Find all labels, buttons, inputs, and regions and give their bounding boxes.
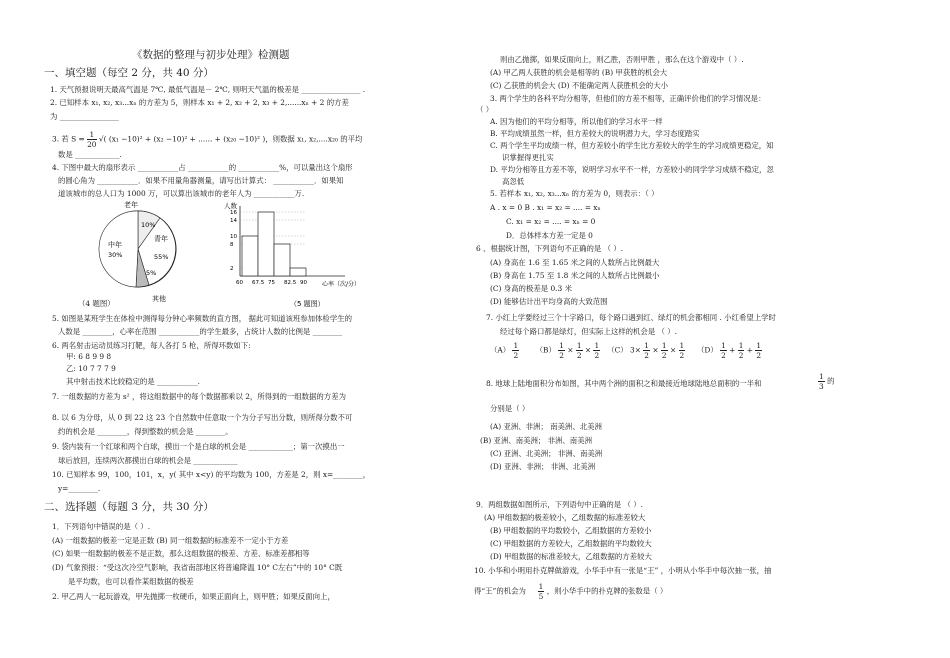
histogram-x-tick: 60 bbox=[236, 280, 243, 286]
choice-5-options-ab: A . x = 0 B . x₁ = x₂ = .... = xₙ bbox=[490, 203, 601, 212]
question-6-scores-yi: 乙: 10 7 7 7 9 bbox=[66, 364, 116, 373]
pie-pct-young: 55% bbox=[154, 253, 169, 261]
option-a-fraction bbox=[512, 341, 519, 360]
choice-6: 6 、根据统计图，下列语句不正确的是 （ ）. bbox=[476, 244, 624, 253]
question-2-line-1: 2. 已知样本 x₁, x₂, x₃...xₙ 的方差为 5，则样本 x₁ + 2, x₂ + 2, x₃ + 2,......xₙ + 2 的方差 bbox=[50, 98, 349, 107]
times-sign: × bbox=[567, 345, 574, 355]
choice-10-prefix: 得“王”的机会为 bbox=[474, 586, 526, 596]
fraction-denominator: 20 bbox=[87, 140, 97, 149]
denominator: 2 bbox=[756, 351, 762, 360]
choice-3-option-a: A. 因为他们的平均分相等，所以他们的学习水平一样 bbox=[490, 117, 663, 126]
pie-label-middle: 中年 bbox=[108, 241, 122, 249]
choice-8-fraction bbox=[818, 372, 834, 391]
choice-1-option-d-line-1: (D) 气象预报：“受这次冷空气影响，我省南部地区将普遍降温 10° C左右”中的 10° C既 bbox=[52, 563, 343, 572]
denominator: 2 bbox=[738, 351, 744, 360]
question-5-line-1: 5. 如图是某班学生在体检中测得每分钟心率频数的直方图， 据此可知道该班参加体检学生的 bbox=[52, 314, 352, 323]
choice-8-option-c: (C) 亚洲、北美洲； 非洲、南美洲 bbox=[490, 449, 603, 458]
question-6-line-1: 6. 两名射击运动员练习打靶，每人各打 5 枪，所得环数如下: bbox=[52, 341, 251, 350]
plus-sign: + bbox=[746, 345, 753, 355]
pie-label-old: 老年 bbox=[124, 201, 138, 209]
choice-7-options bbox=[490, 341, 762, 360]
option-c-fraction-1 bbox=[643, 341, 650, 360]
numerator: 1 bbox=[679, 341, 685, 350]
numerator: 1 bbox=[594, 341, 600, 350]
numerator: 1 bbox=[576, 341, 582, 350]
choice-9: 9．两组数据如图所示，下列语句中正确的是 （ ）. bbox=[476, 500, 643, 509]
histogram-y-tick: 2 bbox=[230, 266, 234, 272]
choice-1-option-c: (C) 如果一组数据的极差不是正数，那么这组数据的极差、方差、标准差都相等 bbox=[52, 549, 310, 558]
histogram-y-tick: 10 bbox=[230, 234, 237, 240]
choice-1-option-d-line-2: 是平均数，也可以看作某组数据的极差 bbox=[68, 577, 194, 586]
question-2-line-2: 为 ________________ bbox=[50, 112, 119, 121]
choice-5-option-d: D．总体样本方差一定是 0 bbox=[506, 231, 593, 240]
numerator: 1 bbox=[661, 341, 667, 350]
denominator: 2 bbox=[661, 351, 667, 360]
choice-8-option-d: (D) 亚洲、非洲； 非洲、北美洲 bbox=[490, 462, 596, 471]
question-3-line-1 bbox=[52, 130, 362, 149]
numerator: 1 bbox=[538, 582, 544, 591]
choice-7-line-2: 经过每个路口都是绿灯，但实际上这样的机会是 （ ）. bbox=[500, 327, 678, 336]
option-b-label: （B） bbox=[535, 345, 556, 355]
histogram-y-tick: 16 bbox=[230, 210, 237, 216]
question-6-scores-jia: 甲: 6 8 9 9 8 bbox=[66, 352, 112, 361]
pie-pct-middle: 30% bbox=[108, 251, 123, 259]
choice-8-tail: 的 bbox=[827, 376, 835, 386]
denominator: 2 bbox=[594, 351, 600, 360]
choice-10-suffix: ，则小华手中的扑克牌的张数是（ ） bbox=[546, 586, 668, 596]
choice-10-line-1: 10. 小华和小明用扑克牌做游戏，小华手中有一张是“王” ，小明从小华手中每次抽一张，抽 bbox=[474, 566, 772, 575]
choice-3-option-c-line-1: C. 两个学生平均成绩一样，但方差较小的学生比方差较大的学生的学习成绩更稳定，知 bbox=[490, 141, 774, 150]
histogram-x-tick: 67.5 bbox=[252, 280, 265, 286]
numerator: 1 bbox=[721, 341, 726, 350]
option-d-label: （D） bbox=[697, 345, 718, 355]
numerator: 1 bbox=[819, 372, 824, 381]
pie-pct-other: 5% bbox=[146, 269, 157, 277]
choice-8-option-a: (A) 亚洲、非洲； 南美洲、北美洲 bbox=[490, 422, 602, 431]
histogram-bar bbox=[290, 268, 306, 276]
numerator: 1 bbox=[644, 341, 649, 350]
question-3-prefix: 3. 若 S = bbox=[52, 134, 85, 144]
denominator: 5 bbox=[538, 592, 544, 601]
choice-2: 2. 甲乙两人一起玩游戏，甲先抛掷一枚硬币，如果正面向上，则甲胜；如果反面向上， bbox=[52, 592, 335, 601]
denominator: 2 bbox=[559, 351, 564, 360]
denominator: 2 bbox=[679, 351, 685, 360]
section-fill-in-title: 一、填空题（每空 2 分，共 40 分） bbox=[44, 67, 214, 79]
question-4-line-3: 道该城市的总人口为 1000 万，可以算出该城市的老年人为 ___________万. bbox=[58, 189, 305, 198]
histogram-x-tick: 90 bbox=[300, 280, 307, 286]
histogram-caption: （5 题图） bbox=[290, 300, 325, 308]
choice-8-option-b: (B) 亚洲、南美洲； 非洲、南美洲 bbox=[480, 436, 592, 445]
choice-2-options-cd: (C) 乙获胜的机会大 (D) 不能确定两人获胜机会的大小 bbox=[490, 81, 668, 90]
plus-sign: + bbox=[729, 345, 736, 355]
option-c-fraction-3 bbox=[679, 341, 686, 360]
choice-8-line-1: 8. 地球上陆地面积分布如图，其中两个洲的面积之和最接近地球陆地总面积的一半和 bbox=[486, 379, 762, 388]
choice-3-option-c-line-2: 识掌握得更扎实 bbox=[502, 153, 554, 162]
choice-1: 1．下列语句中错误的是（ ）. bbox=[52, 522, 151, 531]
question-8-line-2: 约的机会是 ________，得到整数的机会是 ________。 bbox=[58, 427, 233, 436]
heart-rate-histogram bbox=[210, 200, 380, 310]
option-d-fraction-3 bbox=[755, 341, 762, 360]
page-title: 《数据的整理与初步处理》检测题 bbox=[132, 49, 290, 61]
choice-2-continued: 则由乙抛掷，如果反面向上，则乙胜，否则甲胜 ，那么在这个游戏中（ ）. bbox=[500, 55, 744, 64]
histogram-y-tick: 8 bbox=[230, 242, 234, 248]
question-4-line-1: 4. 下图中最大的扇形表示 ___________占 ___________的 ___________%，可以量出这个扇形 bbox=[52, 163, 353, 172]
choice-6-option-d: (D) 能够估计出平均身高的大致范围 bbox=[490, 297, 608, 306]
histogram-x-label: 心率（次/分） bbox=[322, 281, 361, 288]
question-7: 7. 一组数据的方差为 s² ，将这组数据中的每个数据都乘以 2，所得到的一组数据的方差为 bbox=[52, 392, 346, 401]
times-sign: × bbox=[652, 345, 659, 355]
coefficient-3: 3 bbox=[630, 345, 635, 355]
histogram-x-tick: 75 bbox=[268, 280, 275, 286]
option-a-label: （A） bbox=[490, 345, 511, 355]
choice-1-options-ab: (A) 一组数据的极差一定是正数 (B) 同一组数据的标准差不一定小于方差 bbox=[52, 536, 289, 545]
choice-3-option-d-line-1: D. 平均分相等且方差不等，说明学习水平不一样，方差较小的同学学习成绩不稳定，忽 bbox=[490, 165, 774, 174]
pie-label-other: 其他 bbox=[152, 295, 166, 303]
choice-7-line-1: 7. 小红上学要经过三个十字路口，每个路口遇到红、绿灯的机会都相同 . 小红希望上学时 bbox=[486, 313, 776, 322]
question-3-expression: √( (x₁ −10)² + (x₂ −10)² + ...... + (x₂₀ −10)² )，则数据 x₁, x₂,....x₂₀ 的平均 bbox=[98, 134, 363, 144]
numerator: 1 bbox=[756, 341, 762, 350]
pie-label-young: 青年 bbox=[154, 235, 168, 243]
choice-3-paren: （ ） bbox=[476, 105, 494, 114]
figure-4-caption: （4 题图） bbox=[78, 299, 115, 308]
question-9-line-2: 球后放回，连续两次都摸出白球的机会是 ____________ bbox=[58, 456, 238, 465]
numerator: 1 bbox=[513, 341, 519, 350]
numerator: 1 bbox=[559, 341, 564, 350]
option-c-label: （C） bbox=[607, 345, 628, 355]
section-choice-title: 二、选择题（每题 3 分，共 30 分） bbox=[44, 501, 214, 513]
option-b-fraction-2 bbox=[576, 341, 583, 360]
choice-6-option-c: (C) 身高的极差是 0.3 米 bbox=[490, 284, 572, 293]
choice-6-option-b: (B) 身高在 1.75 至 1.8 米之间的人数所占比例最小 bbox=[490, 271, 660, 280]
option-c-fraction-2 bbox=[661, 341, 668, 360]
option-d-fraction-1 bbox=[720, 341, 727, 360]
question-1: 1. 天气预报说明天最高气温是 7℃, 最低气温是－ 2℃, 则明天气温的极差是 ________________ . bbox=[50, 85, 366, 94]
denominator: 2 bbox=[576, 351, 582, 360]
histogram-bar bbox=[242, 236, 258, 276]
choice-9-option-b: (B) 甲组数据的平均数较小，乙组数据的方差较小 bbox=[490, 526, 652, 535]
denominator: 2 bbox=[721, 351, 726, 360]
histogram-y-tick: 14 bbox=[230, 218, 237, 224]
pie-pct-old: 10% bbox=[141, 221, 156, 229]
histogram-bar bbox=[258, 212, 274, 276]
choice-8-line-2: 分别是（ ） bbox=[490, 404, 530, 413]
question-8-line-1: 8. 以 6 为分母，从 0 到 22 这 23 个自然数中任意取一个为分子写出分数，则所得分数不可 bbox=[52, 413, 353, 422]
denominator: 3 bbox=[819, 382, 824, 391]
choice-9-option-a: (A) 甲组数据的极差较小，乙组数据的标准差较大 bbox=[484, 513, 646, 522]
times-sign: × bbox=[669, 345, 677, 355]
histogram-x-tick: 82.5 bbox=[284, 280, 297, 286]
option-b-fraction-3 bbox=[593, 341, 600, 360]
option-d-fraction-2 bbox=[738, 341, 745, 360]
question-9-line-1: 9. 袋内装有一个红球和两个白球，摸出一个是白球的机会是 ____________；第一次摸出一 bbox=[52, 442, 345, 451]
choice-2-options-ab: (A) 甲乙两人获胜的机会是相等的 (B) 甲获胜的机会大 bbox=[490, 68, 668, 77]
question-10-line-2: y=________. bbox=[58, 484, 101, 493]
one-fifth-fraction bbox=[538, 582, 545, 601]
one-third-fraction bbox=[818, 372, 825, 391]
times-sign: × bbox=[634, 345, 641, 355]
choice-5: 5. 若样本 x₁, x₂, x₃...xₙ 的方差为 0，则表示：（ ） bbox=[490, 189, 659, 198]
fraction-numerator: 1 bbox=[87, 130, 96, 140]
question-5-line-2: 人数是 ________，心率在范围 ___________的学生最多，占统计人数的比例是 ________ bbox=[58, 327, 343, 336]
question-4-line-2: 的圆心角为 ___________．如果不用量角器测量，请写出计算式： ___________．如果知 bbox=[58, 176, 344, 185]
question-6-line-4: 其中射击技术比较稳定的是 ___________. bbox=[66, 377, 201, 386]
times-sign: × bbox=[584, 345, 592, 355]
choice-3-option-b: B. 平均成绩虽然一样，但方差较大的说明潜力大，学习态度踏实 bbox=[490, 129, 700, 138]
question-3-line-2: 数是 ____________. bbox=[58, 150, 122, 159]
choice-9-option-d: (D) 甲组数据的标准差较大，乙组数据的方差较大 bbox=[490, 552, 652, 561]
question-10-line-1: 10. 已知样本 99，100，101，x，y( 其中 x<y) 的平均数为 100，方差是 2，则 x=________， bbox=[52, 470, 371, 479]
choice-3: 3. 两个学生的各科平均分相等，但他们的方差不相等，正确评价他们的学习情况是： bbox=[490, 94, 766, 103]
choice-9-option-c: (C) 甲组数据的方差较大，乙组数据的平均数较大 bbox=[490, 539, 652, 548]
denominator: 2 bbox=[644, 351, 649, 360]
choice-6-option-a: (A) 身高在 1.6 至 1.65 米之间的人数所占比例最大 bbox=[490, 258, 660, 267]
choice-5-option-c: C. x₁ = x₂ = .... = xₙ = 0 bbox=[506, 217, 596, 226]
age-pie-chart bbox=[86, 197, 206, 307]
histogram-y-label: 人数 bbox=[224, 202, 237, 210]
choice-3-option-d-line-2: 高忽低 bbox=[502, 177, 525, 186]
option-b-fraction-1 bbox=[558, 341, 565, 360]
choice-10-line-2 bbox=[474, 582, 667, 601]
numerator: 1 bbox=[738, 341, 744, 350]
question-3-fraction bbox=[87, 130, 96, 149]
denominator: 2 bbox=[513, 351, 519, 360]
histogram-bar bbox=[274, 244, 290, 276]
